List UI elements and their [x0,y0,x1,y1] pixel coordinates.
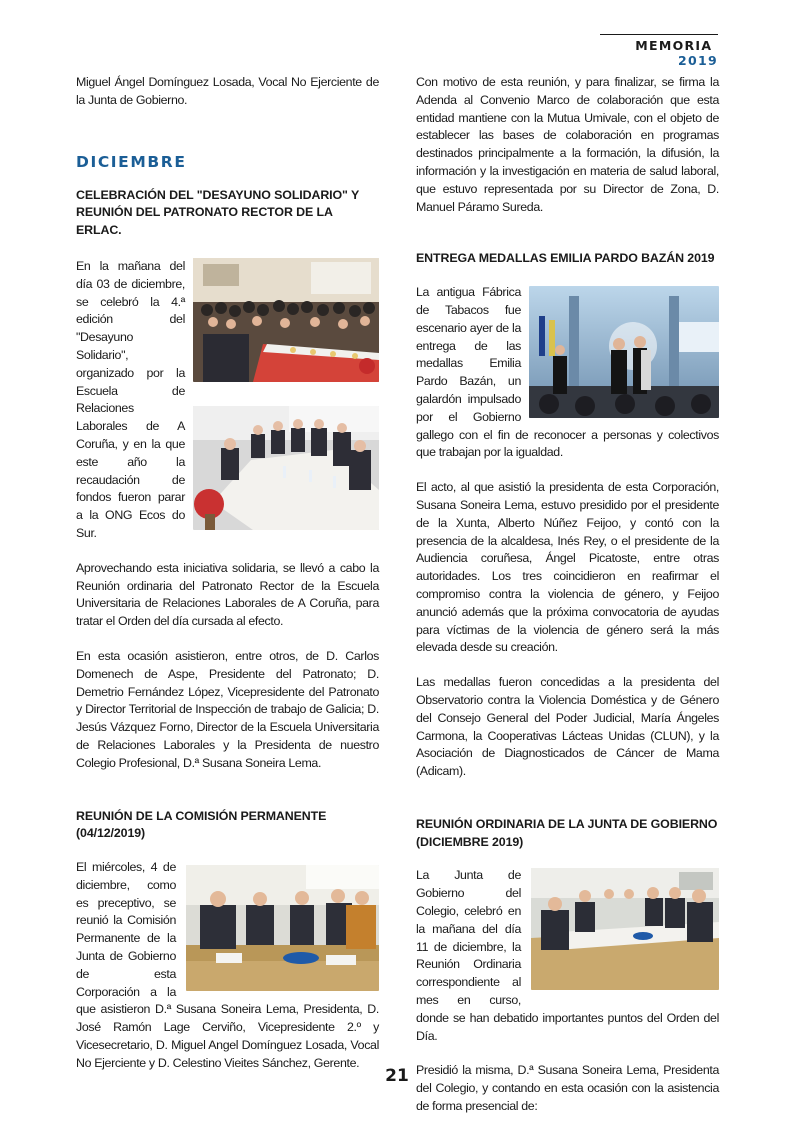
right-intro: Con motivo de esta reunión, y para finalizar, se firma la Adenda al Convenio Marco de colaboración que esta entidad mantiene con la Mutua Umivale, con el objeto de establecer las bases de colaboración en programas destinados principalmente a la formación, la difusión, la información y la investigación en materia de salud laboral, que estuvo representada por su Director de Zona, D. Manuel Páramo Sureda. [416,75,719,214]
junta-paragraph-1: La Junta de Gobierno del Colegio, celebró en la mañana del día 11 de diciembre, la Reunión Ordinaria correspondiente al mes en curso, donde se han debatido importantes puntos del Orden del Día. [416,868,719,1043]
right-column [416,74,719,1116]
article-heading-desayuno: CELEBRACIÓN DEL "DESAYUNO SOLIDARIO" Y REUNIÓN DEL PATRONATO RECTOR DE LA ERLAC. [76,187,359,238]
page-number: 21 [385,1066,409,1086]
junta-paragraph-2: Presidió la misma, D.ª Susana Soneira Lema, Presidenta del Colegio, y contando en esta ocasión con la asistencia de forma presencial de: [416,1063,719,1114]
article-heading-junta: REUNIÓN ORDINARIA DE LA JUNTA DE GOBIERNO (DICIEMBRE 2019) [416,816,718,849]
left-intro: Miguel Ángel Domínguez Losada, Vocal No Ejerciente de la Junta de Gobierno. [76,75,379,107]
medallas-paragraph-2: El acto, al que asistió la presidenta de esta Corporación, Susana Soneira Lema, estuvo presidido por el presidente de la Xunta, Alberto Núñez Feijoo, y contó con la presencia de la alcaldesa, Inés Rey, o el presidente de la Audiencia coruñesa, Ángel Picatoste, entre otras autoridades. Los tres coincidieron en reafirmar el compromiso contra la violencia de género, y Feijoo anunció además que la próxima convocatoria de ayudas para víctimas de la violencia de género será la más elevada desde su creación. [416,480,719,655]
desayuno-paragraph-2: Aprovechando esta iniciativa solidaria, se llevó a cabo la Reunión ordinaria del Patronato Rector de la Escuela Universitaria de Relaciones Laborales de A Coruña, para tratar el Orden del día cursada al efecto. [76,560,379,629]
photo-stack [193,258,379,530]
junta-meeting-photo [531,868,719,990]
article-comision [76,859,379,1073]
left-column [76,74,379,1073]
desayuno-paragraph-3: En esta ocasión asistieron, entre otros, de D. Carlos Domenech de Aspe, Presidente del Patronato; D. Demetrio Fernández López, Vicepresidente del Patronato y Director Territorial de Inspección de trabajo de Galicia; D. Jesús Vázquez Forno, Director de la Escuela Universitaria de Relaciones Laborales y la Presidenta de nuestro Colegio Profesional, D.ª Susana Soneira Lema. [76,648,379,770]
patronato-meeting-photo [193,406,379,530]
medallas-paragraph-3: Las medallas fueron concedidas a la presidenta del Observatorio contra la Violencia Doméstica y de Género del Consejo General del Poder Judicial, María Ángeles Carmona, la Cooperativas Lácteas Unidas (CLUN), y la Asociación de Diagnosticados de Cáncer de Mama (Adicam). [416,675,719,779]
desayuno-paragraph-1: En la mañana del día 03 de diciembre, se celebró la 4.ª edición del "Desayuno Solidario", organizado por la Escuela de Relaciones Laborales de A Coruña, y en la que este año la recaudación de fondos fueron parar a la ONG Ecos do Sur. [76,258,185,540]
article-desayuno [76,258,379,773]
comision-paragraph: El miércoles, 4 de diciembre, como es preceptivo, se reunió la Comisión Permanente de la Junta de Gobierno de esta Corporación a la que asistieron D.ª Susana Soneira Lema, Presidenta, D. José Ramón Lage Cerviño, Vicepresidente 2.º y Vicesecretario, D. Miguel Angel Domínguez Losada, Vocal No Ejerciente y D. Celestino Vieites Sánchez, Gerente. [76,860,379,1070]
running-header [600,34,718,68]
article-medallas [416,284,719,781]
month-heading: DICIEMBRE [76,152,187,171]
publication-year: 2019 [678,53,718,68]
medallas-paragraph-1: La antigua Fábrica de Tabacos fue escenario ayer de la entrega de las medallas Emilia Pardo Bazán, un galardón impulsado por el Gobierno gallego con el fin de reconocer a personas y colectivos que trabajan por la igualdad. [416,285,719,460]
comision-meeting-photo [186,865,379,991]
article-heading-medallas: ENTREGA MEDALLAS EMILIA PARDO BAZÁN 2019 [416,251,715,266]
publication-name: MEMORIA [635,38,713,53]
medals-ceremony-photo [529,286,719,418]
article-heading-comision: REUNIÓN DE LA COMISIÓN PERMANENTE (04/12/2019) [76,808,327,841]
breakfast-group-photo [193,258,379,382]
